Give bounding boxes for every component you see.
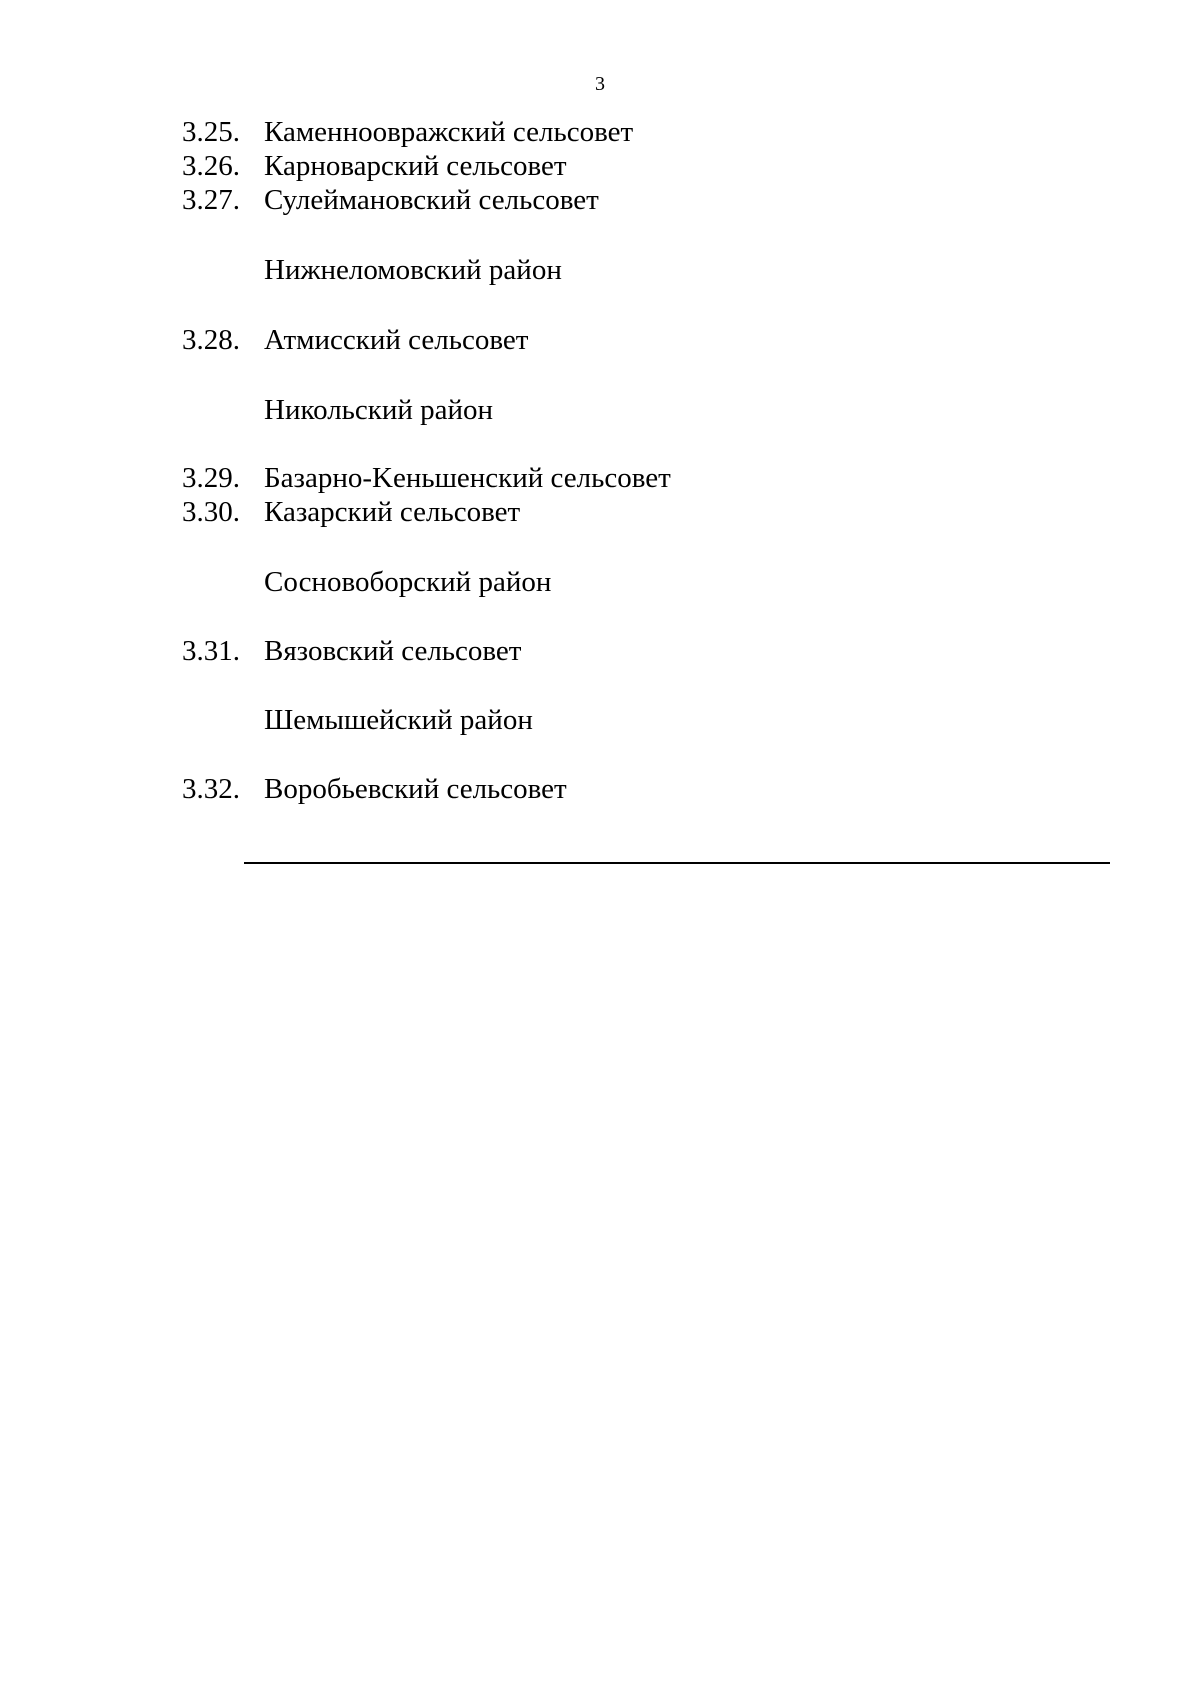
- district-heading: Нижнеломовский район: [264, 254, 562, 286]
- page-number: 3: [595, 73, 605, 95]
- item-name: Базарно-Keньшенский сельсовет: [264, 462, 671, 494]
- item-number: 3.28.: [182, 324, 240, 356]
- item-name: Карноварский сельсовет: [264, 150, 567, 182]
- item-number: 3.32.: [182, 773, 240, 805]
- item-number: 3.31.: [182, 635, 240, 667]
- item-number: 3.30.: [182, 496, 240, 528]
- item-number: 3.25.: [182, 116, 240, 148]
- end-divider-line: [244, 862, 1110, 864]
- item-name: Казарский сельсовет: [264, 496, 521, 528]
- district-heading: Шемышейский район: [264, 704, 533, 736]
- item-number: 3.26.: [182, 150, 240, 182]
- item-name: Вязовский сельсовет: [264, 635, 522, 667]
- item-name: Воробьевский сельсовет: [264, 773, 567, 805]
- item-name: Каменноовражский сельсовет: [264, 116, 634, 148]
- district-heading: Никольский район: [264, 394, 494, 426]
- item-number: 3.27.: [182, 184, 240, 216]
- item-number: 3.29.: [182, 462, 240, 494]
- item-name: Атмисский сельсовет: [264, 324, 529, 356]
- item-name: Сулеймановский сельсовет: [264, 184, 599, 216]
- district-heading: Сосновоборский район: [264, 566, 552, 598]
